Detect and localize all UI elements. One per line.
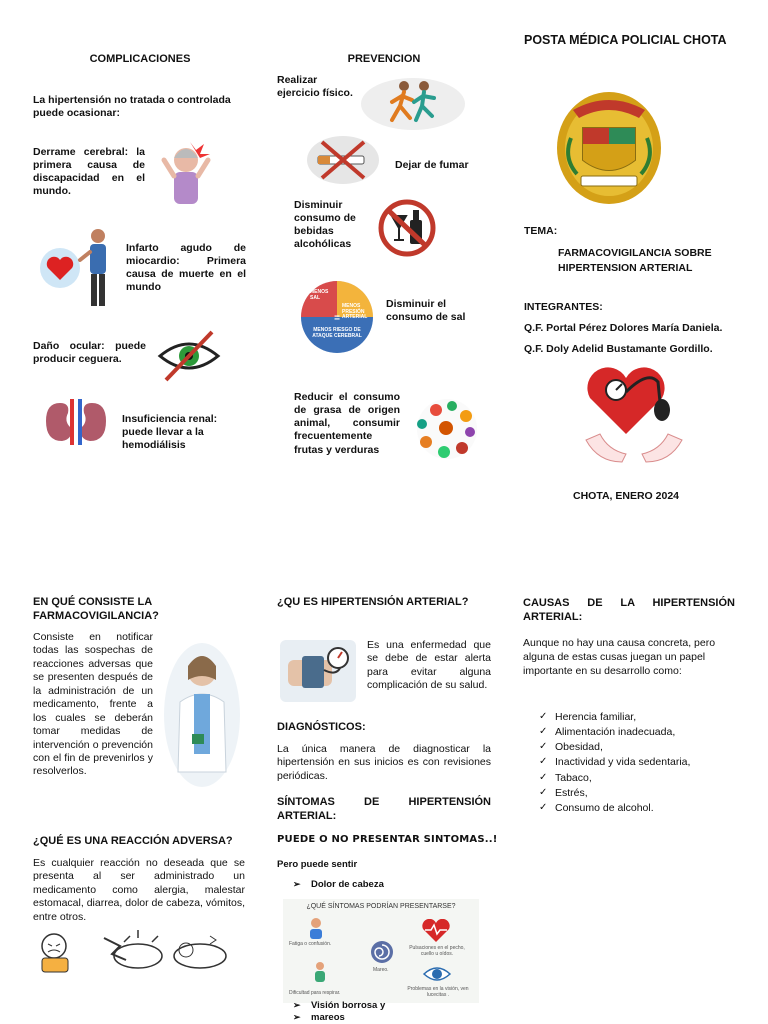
- integrante-1: Q.F. Portal Pérez Dolores María Daniela.: [524, 322, 723, 334]
- heart-attack-icon: [38, 224, 124, 310]
- heart-pulse-icon: [421, 919, 451, 943]
- tema-text: FARMACOVIGILANCIA SOBRE HIPERTENSION ARTERIAL: [558, 247, 712, 274]
- fruits-vegetables-icon: [412, 396, 482, 462]
- sintomas-title: SÍNTOMAS DE HIPERTENSIÓN ARTERIAL:: [277, 796, 491, 822]
- fatigue-person-icon: [305, 917, 327, 939]
- sintomas-first-list: [293, 879, 384, 891]
- complicaciones-intro: La hipertensión no tratada o controlada puede ocasionar:: [33, 94, 231, 120]
- complicacion-ocular: Daño ocular: puede producir ceguera.: [33, 340, 146, 366]
- heart-blood-pressure-icon: [578, 362, 690, 472]
- causas-list: [537, 711, 737, 817]
- prevencion-grasa: Reducir el consumo de grasa de origen animal, consumir frecuentemente frutas y verduras: [294, 391, 400, 456]
- integrante-2: Q.F. Doly Adelid Bustamante Gordillo.: [524, 343, 713, 355]
- symptoms-infographic: [283, 899, 479, 1003]
- farmaco-title: EN QUÉ CONSISTE LA FARMACOVIGILANCIA?: [33, 596, 159, 622]
- infographic-label-fatiga: Fatiga o confusión.: [289, 941, 332, 947]
- headache-person-icon: [150, 138, 220, 208]
- causa-item: ✓ Alimentación inadecuada,: [537, 726, 737, 739]
- blood-pressure-measurement-photo: [280, 640, 356, 702]
- pero-puede-sentir: Pero puede sentir: [277, 859, 358, 870]
- causa-item: ✓ Estrés,: [537, 787, 737, 800]
- sintoma-vision-borrosa: ➢ Visión borrosa y: [293, 1000, 385, 1012]
- infographic-label-mareo: Mareo.: [373, 967, 389, 973]
- infographic-title: ¿QUÉ SÍNTOMAS PODRÍAN PRESENTARSE?: [306, 903, 456, 910]
- causa-item: ✓ Consumo de alcohol.: [537, 802, 737, 815]
- infographic-label-vision: Problemas en la visión, ven lucecitas .: [407, 986, 469, 998]
- prevencion-sal: Disminuir el consumo de sal: [386, 298, 466, 324]
- sintoma-dolor-cabeza: ➢ Dolor de cabeza: [293, 879, 384, 891]
- prevencion-alcohol: Disminuir consumo de bebidas alcohólicas: [294, 199, 356, 251]
- sintoma-mareos: ➢ mareos: [293, 1012, 385, 1024]
- prevencion-title: PREVENCION: [347, 53, 421, 65]
- diagnosticos-title: DIAGNÓSTICOS:: [277, 721, 366, 733]
- tema-label: TEMA:: [524, 225, 558, 237]
- hipertension-body: Es una enfermedad que se debe de estar alerta para evitar alguna complicación de su salud.: [367, 639, 491, 692]
- reaccion-title: ¿QUÉ ES UNA REACCIÓN ADVERSA?: [33, 835, 233, 847]
- farmaco-body: Consiste en notificar todas las sospechas de reacciones adversas que se presenten después de la administración de un medicamento, frente a los cuales se deberán tomar medidas de intervención o prevención con el fin de prevenirlos y resolverlos.: [33, 631, 153, 778]
- crossed-eye-icon: [156, 324, 222, 386]
- police-seal-logo: [553, 88, 665, 206]
- no-alcohol-icon: [372, 198, 442, 258]
- dizziness-head-icon: [369, 939, 395, 965]
- salt-top-label: MENOS SAL: [310, 289, 329, 301]
- place-date: CHOTA, ENERO 2024: [573, 490, 679, 502]
- diagnosticos-body: La única manera de diagnosticar la hipertensión en sus inicios es con revisiones periódicas.: [277, 743, 491, 782]
- complicacion-derrame: Derrame cerebral: la primera causa de discapacidad en el mundo.: [33, 146, 145, 198]
- less-salt-icon: [300, 280, 374, 354]
- prevencion-fumar: Dejar de fumar: [395, 159, 469, 171]
- causas-intro: Aunque no hay una causa concreta, pero alguna de estas cusas juegan un papel importante en su desarrollo como:: [523, 637, 716, 678]
- hipertension-title: ¿QU ES HIPERTENSIÓN ARTERIAL?: [277, 596, 469, 608]
- sintomas-rest-list: [293, 1000, 385, 1024]
- institution-name: POSTA MÉDICA POLICIAL CHOTA: [524, 33, 727, 47]
- complicacion-renal: Insuficiencia renal: puede llevar a la hemodiálisis: [122, 413, 218, 452]
- salt-right-label: MENOS PRESIÓN ARTERIAL: [342, 303, 368, 320]
- breathing-person-icon: [309, 961, 331, 983]
- infographic-label-pulsaciones: Pulsaciones en el pecho, cuello u oídos.: [409, 945, 465, 958]
- causas-title: CAUSAS DE LA HIPERTENSIÓN ARTERIAL:: [523, 597, 735, 623]
- reaccion-body: Es cualquier reacción no deseada que se presenta al ser administrado un medicamento como alergia, malestar estomacal, diarrea, dolor de cabeza, vómitos, entre otros.: [33, 857, 245, 923]
- complicacion-infarto: Infarto agudo de miocardio: Primera causa de muerte en el mundo: [126, 242, 246, 294]
- integrantes-label: INTEGRANTES:: [524, 301, 603, 313]
- causa-item: ✓ Tabaco,: [537, 772, 737, 785]
- no-smoking-icon: [306, 134, 380, 186]
- salt-bottom-label: MENOS RIESGO DE ATAQUE CEREBRAL: [312, 327, 362, 339]
- adverse-reaction-illustrations: [34, 928, 230, 974]
- pharmacist-photo: [162, 642, 242, 788]
- runners-icon: [360, 76, 466, 132]
- causa-item: ✓ Obesidad,: [537, 741, 737, 754]
- svg-text:=: =: [334, 313, 340, 324]
- prevencion-ejercicio: Realizar ejercicio físico.: [277, 74, 353, 100]
- sintomas-subtitle: PUEDE O NO PRESENTAR SINTOMAS..!: [277, 834, 498, 845]
- complicaciones-title: COMPLICACIONES: [89, 53, 191, 65]
- infographic-label-respirar: Dificultad para respirar.: [289, 990, 341, 996]
- kidneys-icon: [40, 397, 112, 447]
- causa-item: ✓ Inactividad y vida sedentaria,: [537, 756, 737, 769]
- eye-vision-icon: [423, 965, 451, 983]
- causa-item: ✓ Herencia familiar,: [537, 711, 737, 724]
